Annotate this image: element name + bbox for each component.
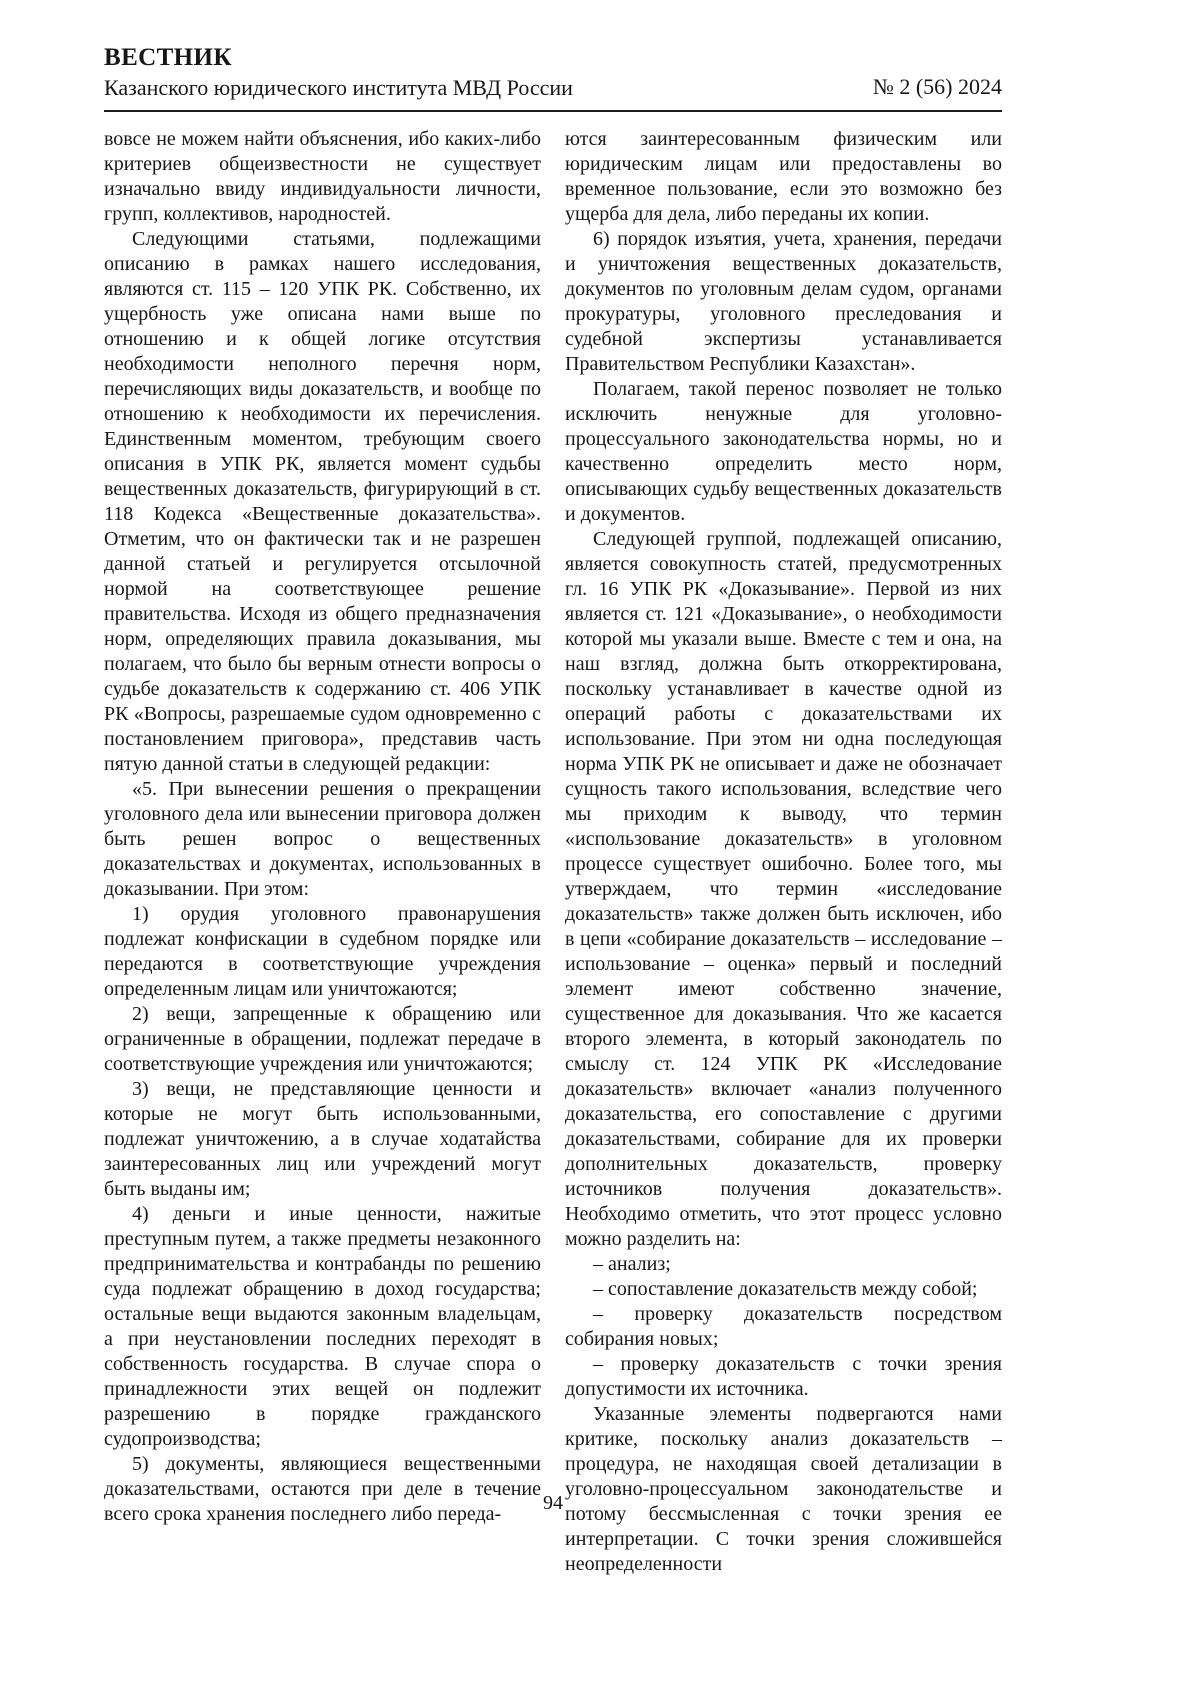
paragraph: 3) вещи, не представляющие ценности и которые не могут быть использованными, подлежат уничтожению, а в случае ходатайства заинтересованных лиц или учреждений могут быть выданы им; bbox=[104, 1078, 541, 1200]
paragraph: – проверку доказательств посредством собирания новых; bbox=[565, 1303, 1002, 1350]
left-column bbox=[104, 127, 541, 1525]
paragraph: ются заинтересованным физическим или юридическим лицам или предоставлены во временное пользование, если это возможно без ущерба для дела, либо переданы их копии. bbox=[565, 128, 1002, 225]
paragraph: 6) порядок изъятия, учета, хранения, передачи и уничтожения вещественных доказательств, документов по уголовным делам судом, органами прокуратуры, уголовного преследования и судебной экспертизы устанавливается Правительством Республики Казахстан». bbox=[565, 228, 1002, 375]
issue-number: № 2 (56) 2024 bbox=[872, 74, 1002, 99]
paragraph: Полагаем, такой перенос позволяет не только исключить ненужные для уголовно-процессуального законодательства нормы, но и качественно определить место норм, описывающих судьбу вещественных доказательств и документов. bbox=[565, 378, 1002, 525]
paragraph: Следующими статьями, подлежащими описанию в рамках нашего исследования, являются ст. 115 – 120 УПК РК. Собственно, их ущербность уже описана нами выше по отношению и к общей логике отсутствия необходимости неполного перечня норм, перечисляющих виды доказательств, и вообще по отношению к необходимости их перечисления. Единственным моментом, требующим своего описания в УПК РК, является момент судьбы вещественных доказательств, фигурирующий в ст. 118 Кодекса «Вещественные доказательства». Отметим, что он фактически так и не разрешен данной статьей и регулируется отсылочной нормой на соответствующее решение правительства. Исходя из общего предназначения норм, определяющих правила доказывания, мы полагаем, что было бы верным отнести вопросы о судьбе доказательств к содержанию ст. 406 УПК РК «Вопросы, разрешаемые судом одновременно с постановлением приговора», представив часть пятую данной статьи в следующей редакции: bbox=[104, 228, 541, 775]
paragraph: – анализ; bbox=[593, 1253, 671, 1275]
paragraph: Следующей группой, подлежащей описанию, является совокупность статей, предусмотренных гл. 16 УПК РК «Доказывание». Первой из них является ст. 121 «Доказывание», о необходимости которой мы указали выше. Вместе с тем и она, на наш взгляд, должна быть откорректирована, поскольку устанавливает в качестве одной из операций работы с доказательствами их использование. При этом ни одна последующая норма УПК РК не описывает и даже не обозначает сущность такого использования, вследствие чего мы приходим к выводу, что термин «использование доказательств» в уголовном процессе существует ошибочно. Более того, мы утверждаем, что термин «исследование доказательств» также должен быть исключен, ибо в цепи «собирание доказательств – исследование – использование – оценка» первый и последний элемент имеют собственно значение, существенное для доказывания. Что же касается второго элемента, в который законодатель по смыслу ст. 124 УПК РК «Исследование доказательств» включает «анализ полученного доказательства, его сопоставление с другими доказательствами, собирание для их проверки дополнительных доказательств, проверку источников получения доказательств». Необходимо отметить, что этот процесс условно можно разделить на: bbox=[565, 528, 1002, 1250]
page-header bbox=[104, 44, 1002, 112]
journal-name: ВЕСТНИК bbox=[104, 44, 232, 71]
paragraph: Указанные элементы подвергаются нами критике, поскольку анализ доказательств – процедура, не находящая своей детализации в уголовно-процессуальном законодательстве и потому бессмысленная с точки зрения ее интерпретации. С точки зрения сложившейся неопределенности bbox=[565, 1403, 1002, 1575]
journal-title-block bbox=[104, 44, 573, 101]
header-row bbox=[104, 44, 1002, 101]
paragraph: – проверку доказательств с точки зрения допустимости их источника. bbox=[565, 1353, 1002, 1400]
journal-subtitle: Казанского юридического института МВД России bbox=[104, 75, 573, 100]
paragraph: вовсе не можем найти объяснения, ибо каких-либо критериев общеизвестности не существует изначально ввиду индивидуальности личности, групп, коллективов, народностей. bbox=[104, 128, 541, 225]
right-column bbox=[565, 127, 1002, 1575]
page-number: 94 bbox=[543, 1492, 563, 1514]
paragraph: – сопоставление доказательств между собой; bbox=[593, 1278, 978, 1300]
paragraph: 1) орудия уголовного правонарушения подлежат конфискации в судебном порядке или передаются в соответствующие учреждения определенным лицам или уничтожаются; bbox=[104, 903, 541, 1000]
paragraph: 4) деньги и иные ценности, нажитые преступным путем, а также предметы незаконного предпринимательства и контрабанды по решению суда подлежат обращению в доход государства; остальные вещи выдаются законным владельцам, а при неустановлении последних переходят в собственность государства. В случае спора о принадлежности этих вещей он подлежит разрешению в порядке гражданского судопроизводства; bbox=[104, 1203, 541, 1450]
header-rule bbox=[104, 110, 1002, 112]
paragraph: 2) вещи, запрещенные к обращению или ограниченные в обращении, подлежат передаче в соответствующие учреждения или уничтожаются; bbox=[104, 1003, 541, 1075]
paragraph: «5. При вынесении решения о прекращении уголовного дела или вынесении приговора должен быть решен вопрос о вещественных доказательствах и документах, использованных в доказывании. При этом: bbox=[104, 778, 541, 900]
paragraph: 5) документы, являющиеся вещественными доказательствами, остаются при деле в течение всего срока хранения последнего либо переда- bbox=[104, 1453, 541, 1525]
